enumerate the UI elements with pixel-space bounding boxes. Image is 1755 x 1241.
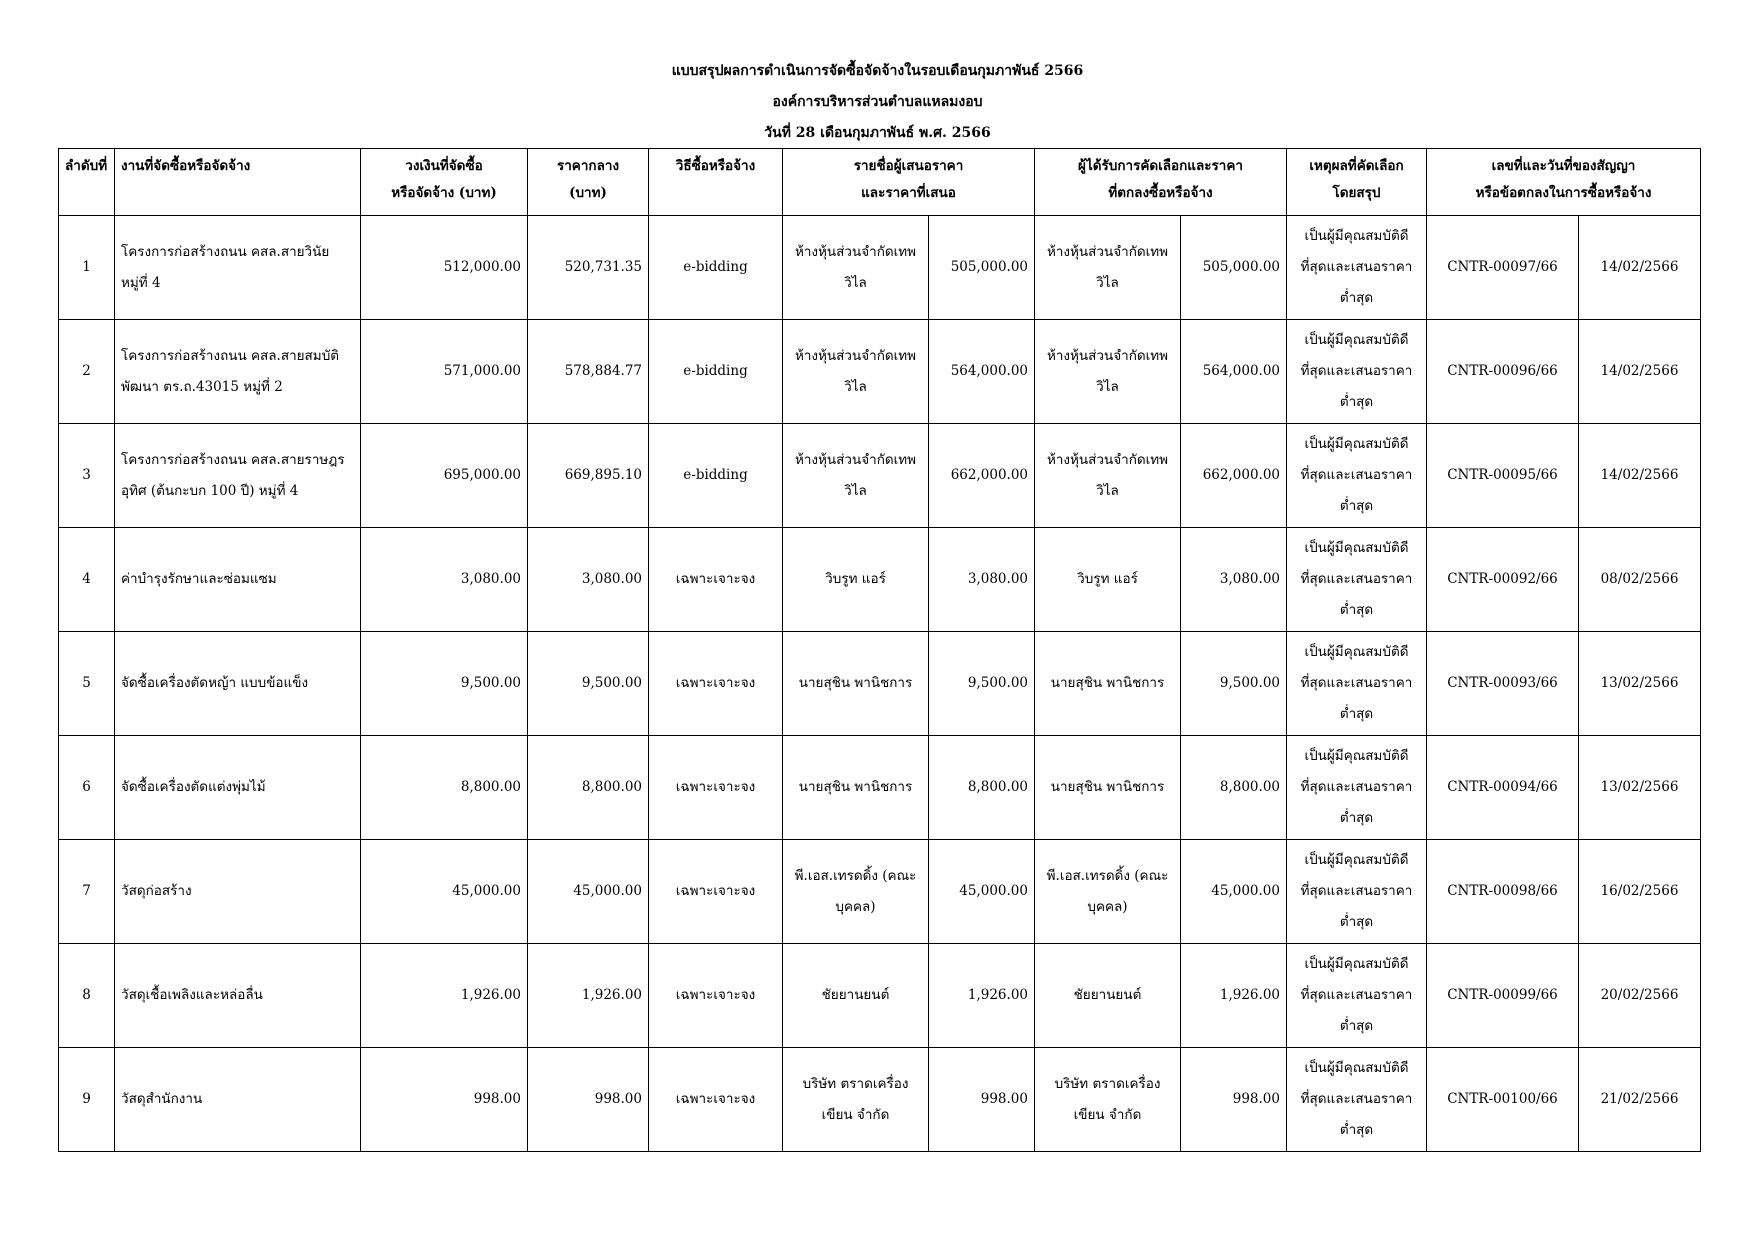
reason-2-text: ที่สุดและเสนอราคา <box>1300 467 1413 483</box>
median-text: 669,895.10 <box>564 467 642 483</box>
median-text: 998.00 <box>594 1091 642 1107</box>
bid-price <box>929 424 1035 528</box>
no-text: 1 <box>82 259 91 275</box>
bidder-name <box>783 1048 929 1152</box>
budget-text: 8,800.00 <box>460 779 521 795</box>
bid-price-text: 9,500.00 <box>967 675 1028 691</box>
bid-price-text: 1,926.00 <box>967 987 1028 1003</box>
work-1-text: วัสดุสำนักงาน <box>121 1091 203 1107</box>
budget-amount <box>361 632 528 736</box>
bid-price <box>929 632 1035 736</box>
reason-3-text: ต่ำสุด <box>1339 914 1374 930</box>
median-text: 520,731.35 <box>564 259 642 275</box>
row-number <box>59 736 115 840</box>
table-row <box>59 528 1701 632</box>
reason-1-text: เป็นผู้มีคุณสมบัติดี <box>1304 956 1409 972</box>
contract-date-text: 14/02/2566 <box>1600 259 1679 275</box>
method-text: เฉพาะเจาะจง <box>675 571 756 587</box>
reason-2-text: ที่สุดและเสนอราคา <box>1300 779 1413 795</box>
reason-2-text: ที่สุดและเสนอราคา <box>1300 363 1413 379</box>
bidder-2-text: วิไล <box>844 274 867 291</box>
work-2-text: หมู่ที่ 4 <box>121 274 161 291</box>
contract-number <box>1427 320 1579 424</box>
budget-text: 998.00 <box>473 1091 521 1107</box>
selection-reason <box>1287 736 1427 840</box>
bidder-2-text: เขียน จำกัด <box>821 1106 890 1123</box>
row-number <box>59 528 115 632</box>
procurement-method <box>649 320 783 424</box>
no-text: 9 <box>82 1091 91 1107</box>
win-price-text: 662,000.00 <box>1202 467 1280 483</box>
no-text: 7 <box>82 883 91 899</box>
method-text: เฉพาะเจาะจง <box>675 779 756 795</box>
bid-price-text: 998.00 <box>980 1091 1028 1107</box>
winner-1-text: ห้างหุ้นส่วนจำกัดเทพ <box>1046 243 1169 260</box>
contract-date <box>1579 1048 1701 1152</box>
procurement-method <box>649 840 783 944</box>
budget-amount <box>361 840 528 944</box>
bidder-1-text: ห้างหุ้นส่วนจำกัดเทพ <box>794 451 917 468</box>
reason-3-text: ต่ำสุด <box>1339 1018 1374 1034</box>
bid-price-text: 3,080.00 <box>967 571 1028 587</box>
win-price-text: 9,500.00 <box>1219 675 1280 691</box>
budget-amount <box>361 424 528 528</box>
contract-date-text: 21/02/2566 <box>1600 1091 1679 1107</box>
selection-reason <box>1287 320 1427 424</box>
contract-number <box>1427 944 1579 1048</box>
selection-reason <box>1287 944 1427 1048</box>
budget-text: 45,000.00 <box>452 883 521 899</box>
winning-price <box>1181 840 1287 944</box>
work-description <box>115 736 361 840</box>
budget-text: 571,000.00 <box>443 363 521 379</box>
bidder-2-text: วิไล <box>844 482 867 499</box>
winning-price <box>1181 944 1287 1048</box>
bidder-2-text: บุคคล) <box>835 898 876 915</box>
bid-price <box>929 736 1035 840</box>
table-header <box>59 149 1701 216</box>
table-body <box>59 216 1701 1152</box>
winner-name <box>1035 216 1181 320</box>
budget-amount <box>361 320 528 424</box>
reason-1-text: เป็นผู้มีคุณสมบัติดี <box>1304 748 1409 764</box>
table-row <box>59 216 1701 320</box>
contract-number <box>1427 216 1579 320</box>
contract-date <box>1579 632 1701 736</box>
winner-name <box>1035 944 1181 1048</box>
bidder-1-text: นายสุชิน พานิชการ <box>798 779 913 795</box>
organization-name: องค์การบริหารส่วนตำบลแหลมงอบ <box>772 94 983 110</box>
bidder-1-text: บริษัท ตราดเครื่อง <box>802 1075 909 1092</box>
method-text: e-bidding <box>683 467 748 483</box>
contract-no-text: CNTR-00092/66 <box>1447 571 1558 587</box>
budget-text: 695,000.00 <box>443 467 521 483</box>
bidder-name <box>783 736 929 840</box>
winner-2-text: วิไล <box>1096 378 1119 395</box>
contract-number <box>1427 840 1579 944</box>
winner-1-text: ห้างหุ้นส่วนจำกัดเทพ <box>1046 347 1169 364</box>
winner-1-text: นายสุชิน พานิชการ <box>1050 779 1165 795</box>
row-number <box>59 216 115 320</box>
bidder-1-text: พี.เอส.เทรดดิ้ง (คณะ <box>794 867 917 884</box>
budget-text: 1,926.00 <box>460 987 521 1003</box>
median-price <box>528 424 649 528</box>
work-1-text: วัสดุก่อสร้าง <box>121 883 192 899</box>
work-description <box>115 528 361 632</box>
winner-1-text: วิบรูท แอร์ <box>1077 571 1138 587</box>
reason-2-text: ที่สุดและเสนอราคา <box>1300 883 1413 899</box>
contract-no-text: CNTR-00094/66 <box>1447 779 1558 795</box>
winning-price <box>1181 632 1287 736</box>
winning-price <box>1181 1048 1287 1152</box>
reason-1-text: เป็นผู้มีคุณสมบัติดี <box>1304 644 1409 660</box>
table-row <box>59 840 1701 944</box>
bid-price-text: 45,000.00 <box>959 883 1028 899</box>
win-price-text: 8,800.00 <box>1219 779 1280 795</box>
work-1-text: วัสดุเชื้อเพลิงและหล่อลื่น <box>121 987 263 1003</box>
row-number <box>59 632 115 736</box>
method-text: เฉพาะเจาะจง <box>675 1091 756 1107</box>
bid-price <box>929 840 1035 944</box>
median-text: 45,000.00 <box>573 883 642 899</box>
median-price <box>528 216 649 320</box>
contract-number <box>1427 528 1579 632</box>
bidder-1-text: ห้างหุ้นส่วนจำกัดเทพ <box>794 347 917 364</box>
win-price-text: 1,926.00 <box>1219 987 1280 1003</box>
reason-2-text: ที่สุดและเสนอราคา <box>1300 675 1413 691</box>
row-number <box>59 840 115 944</box>
work-1-text: ค่าบำรุงรักษาและซ่อมแซม <box>121 571 277 587</box>
winner-name <box>1035 1048 1181 1152</box>
contract-no-text: CNTR-00096/66 <box>1447 363 1558 379</box>
contract-no-text: CNTR-00097/66 <box>1447 259 1558 275</box>
report-date: วันที่ 28 เดือนกุมภาพันธ์ พ.ศ. 2566 <box>764 125 991 141</box>
bid-price <box>929 528 1035 632</box>
budget-text: 9,500.00 <box>460 675 521 691</box>
col-header-contract: เลขที่และวันที่ของสัญญา หรือข้อตกลงในการซื้อหรือจ้าง <box>1427 149 1701 216</box>
no-text: 5 <box>82 675 91 691</box>
contract-no-text: CNTR-00093/66 <box>1447 675 1558 691</box>
bid-price-text: 564,000.00 <box>950 363 1028 379</box>
winner-1-text: บริษัท ตราดเครื่อง <box>1054 1075 1161 1092</box>
no-text: 4 <box>82 571 91 587</box>
contract-date <box>1579 736 1701 840</box>
bidder-1-text: นายสุชิน พานิชการ <box>798 675 913 691</box>
median-price <box>528 944 649 1048</box>
winner-2-text: บุคคล) <box>1087 898 1128 915</box>
col-header-winner: ผู้ได้รับการคัดเลือกและราคา ที่ตกลงซื้อหรือจ้าง <box>1035 149 1287 216</box>
method-text: เฉพาะเจาะจง <box>675 675 756 691</box>
bid-price-text: 505,000.00 <box>950 259 1028 275</box>
contract-date-text: 20/02/2566 <box>1600 987 1679 1003</box>
bidder-1-text: ชัยยานยนต์ <box>821 987 890 1003</box>
procurement-summary-table <box>58 148 1701 1152</box>
winner-1-text: ห้างหุ้นส่วนจำกัดเทพ <box>1046 451 1169 468</box>
winner-name <box>1035 632 1181 736</box>
median-text: 1,926.00 <box>581 987 642 1003</box>
reason-2-text: ที่สุดและเสนอราคา <box>1300 987 1413 1003</box>
col-header-bidders: รายชื่อผู้เสนอราคา และราคาที่เสนอ <box>783 149 1035 216</box>
bid-price <box>929 216 1035 320</box>
budget-text: 512,000.00 <box>443 259 521 275</box>
row-number <box>59 944 115 1048</box>
contract-date <box>1579 528 1701 632</box>
col-header-method: วิธีซื้อหรือจ้าง <box>649 149 783 216</box>
budget-amount <box>361 216 528 320</box>
work-description <box>115 944 361 1048</box>
work-description <box>115 320 361 424</box>
reason-2-text: ที่สุดและเสนอราคา <box>1300 571 1413 587</box>
work-1-text: โครงการก่อสร้างถนน คสล.สายราษฎร <box>121 451 345 468</box>
no-text: 3 <box>82 467 91 483</box>
contract-date-text: 14/02/2566 <box>1600 467 1679 483</box>
win-price-text: 3,080.00 <box>1219 571 1280 587</box>
table-row <box>59 736 1701 840</box>
reason-2-text: ที่สุดและเสนอราคา <box>1300 259 1413 275</box>
col-header-median-price: ราคากลาง (บาท) <box>528 149 649 216</box>
procurement-method <box>649 216 783 320</box>
median-text: 8,800.00 <box>581 779 642 795</box>
bidder-1-text: ห้างหุ้นส่วนจำกัดเทพ <box>794 243 917 260</box>
contract-date-text: 16/02/2566 <box>1600 883 1679 899</box>
bidder-name <box>783 320 929 424</box>
col-header-reason: เหตุผลที่คัดเลือก โดยสรุป <box>1287 149 1427 216</box>
contract-number <box>1427 632 1579 736</box>
winning-price <box>1181 424 1287 528</box>
winner-2-text: วิไล <box>1096 274 1119 291</box>
work-description <box>115 1048 361 1152</box>
median-price <box>528 1048 649 1152</box>
procurement-method <box>649 736 783 840</box>
work-2-text: พัฒนา ตร.ถ.43015 หมู่ที่ 2 <box>121 378 283 395</box>
winning-price <box>1181 736 1287 840</box>
reason-3-text: ต่ำสุด <box>1339 394 1374 410</box>
report-title: แบบสรุปผลการดำเนินการจัดซื้อจัดจ้างในรอบเดือนกุมภาพันธ์ 2566 <box>671 63 1084 79</box>
winner-name <box>1035 424 1181 528</box>
row-number <box>59 1048 115 1152</box>
bidder-2-text: วิไล <box>844 378 867 395</box>
method-text: เฉพาะเจาะจง <box>675 987 756 1003</box>
winner-1-text: ชัยยานยนต์ <box>1073 987 1142 1003</box>
contract-no-text: CNTR-00099/66 <box>1447 987 1558 1003</box>
method-text: e-bidding <box>683 259 748 275</box>
work-1-text: จัดซื้อเครื่องตัดหญ้า แบบข้อแข็ง <box>121 675 309 691</box>
reason-1-text: เป็นผู้มีคุณสมบัติดี <box>1304 228 1409 244</box>
contract-date <box>1579 840 1701 944</box>
contract-number <box>1427 736 1579 840</box>
bidder-name <box>783 424 929 528</box>
col-header-no: ลำดับที่ <box>59 149 115 216</box>
no-text: 2 <box>82 363 91 379</box>
bid-price-text: 8,800.00 <box>967 779 1028 795</box>
procurement-method <box>649 944 783 1048</box>
work-description <box>115 840 361 944</box>
median-price <box>528 528 649 632</box>
procurement-method <box>649 632 783 736</box>
reason-3-text: ต่ำสุด <box>1339 290 1374 306</box>
winner-2-text: วิไล <box>1096 482 1119 499</box>
win-price-text: 505,000.00 <box>1202 259 1280 275</box>
winner-2-text: เขียน จำกัด <box>1073 1106 1142 1123</box>
contract-no-text: CNTR-00098/66 <box>1447 883 1558 899</box>
winner-name <box>1035 320 1181 424</box>
reason-3-text: ต่ำสุด <box>1339 498 1374 514</box>
work-1-text: โครงการก่อสร้างถนน คสล.สายวินัย <box>121 243 330 260</box>
bid-price <box>929 1048 1035 1152</box>
contract-no-text: CNTR-00100/66 <box>1447 1091 1558 1107</box>
contract-number <box>1427 424 1579 528</box>
bid-price <box>929 944 1035 1048</box>
budget-amount <box>361 944 528 1048</box>
reason-3-text: ต่ำสุด <box>1339 706 1374 722</box>
method-text: เฉพาะเจาะจง <box>675 883 756 899</box>
reason-1-text: เป็นผู้มีคุณสมบัติดี <box>1304 332 1409 348</box>
winner-name <box>1035 840 1181 944</box>
median-price <box>528 840 649 944</box>
selection-reason <box>1287 840 1427 944</box>
bid-price <box>929 320 1035 424</box>
contract-date <box>1579 320 1701 424</box>
work-description <box>115 632 361 736</box>
table-row <box>59 1048 1701 1152</box>
reason-3-text: ต่ำสุด <box>1339 810 1374 826</box>
reason-2-text: ที่สุดและเสนอราคา <box>1300 1091 1413 1107</box>
selection-reason <box>1287 216 1427 320</box>
winner-1-text: พี.เอส.เทรดดิ้ง (คณะ <box>1046 867 1169 884</box>
no-text: 8 <box>82 987 91 1003</box>
selection-reason <box>1287 528 1427 632</box>
selection-reason <box>1287 1048 1427 1152</box>
row-number <box>59 320 115 424</box>
winner-1-text: นายสุชิน พานิชการ <box>1050 675 1165 691</box>
median-price <box>528 736 649 840</box>
work-2-text: อุทิศ (ต้นกะบก 100 ปี) หมู่ที่ 4 <box>121 482 299 499</box>
col-header-budget: วงเงินที่จัดซื้อ หรือจัดจ้าง (บาท) <box>361 149 528 216</box>
median-text: 578,884.77 <box>564 363 642 379</box>
budget-amount <box>361 528 528 632</box>
work-1-text: โครงการก่อสร้างถนน คสล.สายสมบัติ <box>121 347 340 364</box>
col-header-work: งานที่จัดซื้อหรือจัดจ้าง <box>115 149 361 216</box>
row-number <box>59 424 115 528</box>
contract-date-text: 13/02/2566 <box>1600 779 1679 795</box>
win-price-text: 45,000.00 <box>1211 883 1280 899</box>
reason-3-text: ต่ำสุด <box>1339 1122 1374 1138</box>
reason-1-text: เป็นผู้มีคุณสมบัติดี <box>1304 852 1409 868</box>
table-row <box>59 944 1701 1048</box>
procurement-method <box>649 528 783 632</box>
table-row <box>59 632 1701 736</box>
winner-name <box>1035 736 1181 840</box>
selection-reason <box>1287 424 1427 528</box>
median-text: 3,080.00 <box>581 571 642 587</box>
reason-3-text: ต่ำสุด <box>1339 602 1374 618</box>
contract-date <box>1579 424 1701 528</box>
bid-price-text: 662,000.00 <box>950 467 1028 483</box>
bidder-name <box>783 944 929 1048</box>
contract-date <box>1579 216 1701 320</box>
table-row <box>59 320 1701 424</box>
median-text: 9,500.00 <box>581 675 642 691</box>
contract-date-text: 14/02/2566 <box>1600 363 1679 379</box>
bidder-name <box>783 840 929 944</box>
reason-1-text: เป็นผู้มีคุณสมบัติดี <box>1304 540 1409 556</box>
winning-price <box>1181 320 1287 424</box>
contract-date <box>1579 944 1701 1048</box>
median-price <box>528 632 649 736</box>
work-description <box>115 424 361 528</box>
winning-price <box>1181 216 1287 320</box>
contract-date-text: 08/02/2566 <box>1600 571 1679 587</box>
median-price <box>528 320 649 424</box>
winning-price <box>1181 528 1287 632</box>
reason-1-text: เป็นผู้มีคุณสมบัติดี <box>1304 436 1409 452</box>
budget-amount <box>361 736 528 840</box>
no-text: 6 <box>82 779 91 795</box>
procurement-method <box>649 424 783 528</box>
win-price-text: 564,000.00 <box>1202 363 1280 379</box>
contract-date-text: 13/02/2566 <box>1600 675 1679 691</box>
method-text: e-bidding <box>683 363 748 379</box>
winner-name <box>1035 528 1181 632</box>
bidder-1-text: วิบรูท แอร์ <box>825 571 886 587</box>
reason-1-text: เป็นผู้มีคุณสมบัติดี <box>1304 1060 1409 1076</box>
work-description <box>115 216 361 320</box>
procurement-method <box>649 1048 783 1152</box>
contract-no-text: CNTR-00095/66 <box>1447 467 1558 483</box>
work-1-text: จัดซื้อเครื่องตัดแต่งพุ่มไม้ <box>121 779 266 795</box>
budget-text: 3,080.00 <box>460 571 521 587</box>
table-row <box>59 424 1701 528</box>
budget-amount <box>361 1048 528 1152</box>
bidder-name <box>783 632 929 736</box>
bidder-name <box>783 528 929 632</box>
bidder-name <box>783 216 929 320</box>
selection-reason <box>1287 632 1427 736</box>
contract-number <box>1427 1048 1579 1152</box>
win-price-text: 998.00 <box>1232 1091 1280 1107</box>
